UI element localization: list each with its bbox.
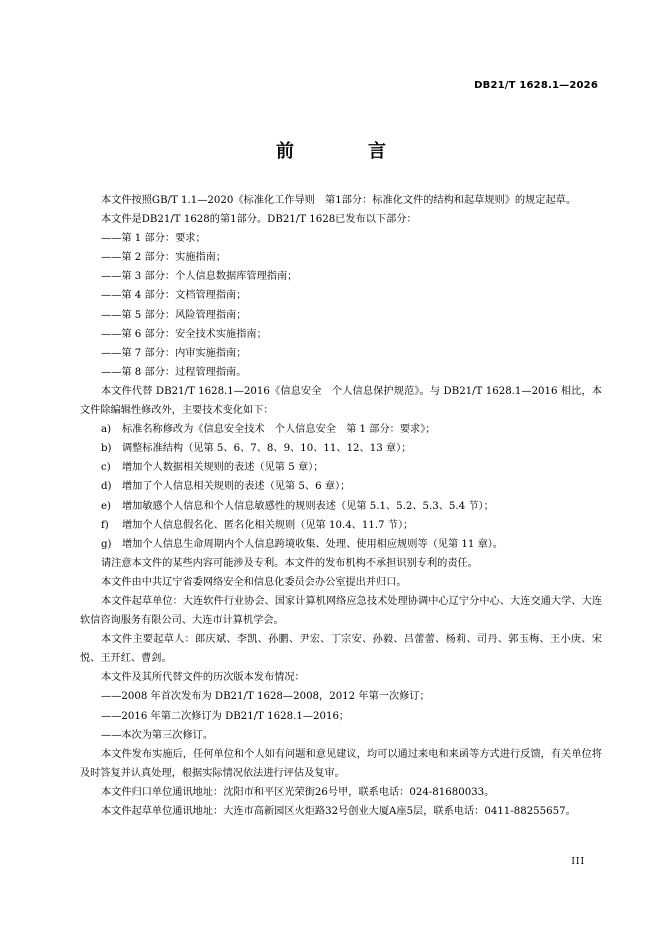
foreword-body bbox=[80, 191, 602, 821]
feedback-paragraph: 本文件发布实施后，任何单位和个人如有问题和意见建议，均可以通过来电和来函等方式进行反馈，有关单位将及时答复并认真处理，根据实际情况依法进行评估及复审。 bbox=[80, 748, 602, 779]
parts-list-item: ——第 8 部分：过程管理指南。 bbox=[101, 366, 247, 378]
history-list-item: ——2016 年第二次修订为 DB21/T 1628.1—2016； bbox=[101, 710, 350, 722]
list-item-text: 增加个人信息假名化、匿名化相关规则（见第 10.4、11.7 节）； bbox=[122, 519, 414, 531]
list-item-text: 增加个人数据相关规则的表述（见第 5 章）； bbox=[122, 462, 324, 474]
list-marker: a) bbox=[101, 424, 112, 436]
history-list bbox=[80, 687, 602, 744]
changes-list-item bbox=[80, 458, 602, 477]
owner-contact-paragraph: 本文件归口单位通讯地址：沈阳市和平区光荣街26号甲，联系电话：024-81680033。 bbox=[101, 786, 495, 798]
history-intro-paragraph: 本文件及其所代替文件的历次版本发布情况： bbox=[101, 672, 305, 684]
changes-list-item bbox=[80, 439, 602, 458]
page-number: III bbox=[571, 857, 585, 867]
proposer-paragraph: 本文件由中共辽宁省委网络安全和信息化委员会办公室提出并归口。 bbox=[101, 576, 407, 588]
list-item-text: 增加个人信息生命周期内个人信息跨境收集、处理、使用相应规则等（见第 11 章）。 bbox=[122, 538, 504, 550]
list-item-text: 标准名称修改为《信息安全技术 个人信息安全 第 1 部分：要求》； bbox=[122, 424, 436, 436]
changes-list-item bbox=[80, 516, 602, 535]
page-title: 前 言 bbox=[276, 141, 414, 162]
patent-notice: 请注意本文件的某些内容可能涉及专利。本文件的发布机构不承担识别专利的责任。 bbox=[101, 557, 478, 569]
drafting-units-paragraph: 本文件起草单位：大连软件行业协会、国家计算机网络应急技术处理协调中心辽宁分中心、大连交通大学、大连软信咨询服务有限公司、大连市计算机学会。 bbox=[80, 595, 602, 627]
list-marker: b) bbox=[101, 443, 112, 455]
parts-list-item: ——第 4 部分：文档管理指南； bbox=[101, 290, 247, 302]
list-item-text: 增加敏感个人信息和个人信息敏感性的规则表述（见第 5.1、5.2、5.3、5.4 节）； bbox=[122, 500, 494, 512]
changes-list-item bbox=[80, 535, 602, 554]
drafters-paragraph: 本文件主要起草人：郎庆斌、李凯、孙鹏、尹宏、丁宗安、孙毅、吕蕾蕾、杨莉、司丹、郭玉梅、王小庚、宋悦、王开红、曹剑。 bbox=[80, 634, 602, 665]
parts-list-item: ——第 6 部分：安全技术实施指南； bbox=[101, 328, 267, 340]
replace-paragraph: 本文件代替 DB21/T 1628.1—2016《信息安全 个人信息保护规范》。与 DB21/T 1628.1—2016 相比，本文件除编辑性修改外，主要技术变化如下： bbox=[80, 385, 602, 417]
parts-list-item: ——第 3 部分：个人信息数据库管理指南； bbox=[101, 271, 298, 283]
parts-list bbox=[80, 229, 602, 382]
intro-paragraph-parts: 本文件是DB21/T 1628的第1部分。DB21/T 1628已发布以下部分： bbox=[101, 214, 417, 226]
changes-list-item bbox=[80, 477, 602, 496]
list-marker: e) bbox=[101, 500, 112, 512]
changes-list bbox=[80, 420, 602, 554]
history-list-item: ——本次为第三次修订。 bbox=[101, 729, 214, 741]
document-code: DB21/T 1628.1—2026 bbox=[474, 80, 598, 91]
parts-list-item: ——第 5 部分：风险管理指南； bbox=[101, 309, 247, 321]
intro-paragraph-drafting: 本文件按照GB/T 1.1—2020《标准化工作导则 第1部分：标准化文件的结构和起草规则》的规定起草。 bbox=[101, 195, 577, 206]
list-marker: c) bbox=[101, 462, 111, 474]
list-marker: d) bbox=[101, 481, 112, 493]
list-marker: f) bbox=[101, 519, 109, 531]
parts-list-item: ——第 1 部分：要求； bbox=[101, 233, 206, 245]
parts-list-item: ——第 7 部分：内审实施指南； bbox=[101, 347, 247, 359]
parts-list-item: ——第 2 部分：实施指南； bbox=[101, 252, 227, 264]
changes-list-item bbox=[80, 420, 602, 439]
history-list-item: ——2008 年首次发布为 DB21/T 1628—2008，2012 年第一次修订； bbox=[101, 691, 430, 703]
changes-list-item bbox=[80, 497, 602, 516]
drafter-contact-paragraph: 本文件起草单位通讯地址：大连市高新园区火炬路32号创业大厦A座5层，联系电话：0411-88255657。 bbox=[101, 806, 576, 817]
list-marker: g) bbox=[101, 538, 112, 550]
list-item-text: 调整标准结构（见第 5、6、7、8、9、10、11、12、13 章）； bbox=[122, 443, 412, 455]
list-item-text: 增加了个人信息相关规则的表述（见第 5、6 章）； bbox=[122, 481, 351, 493]
